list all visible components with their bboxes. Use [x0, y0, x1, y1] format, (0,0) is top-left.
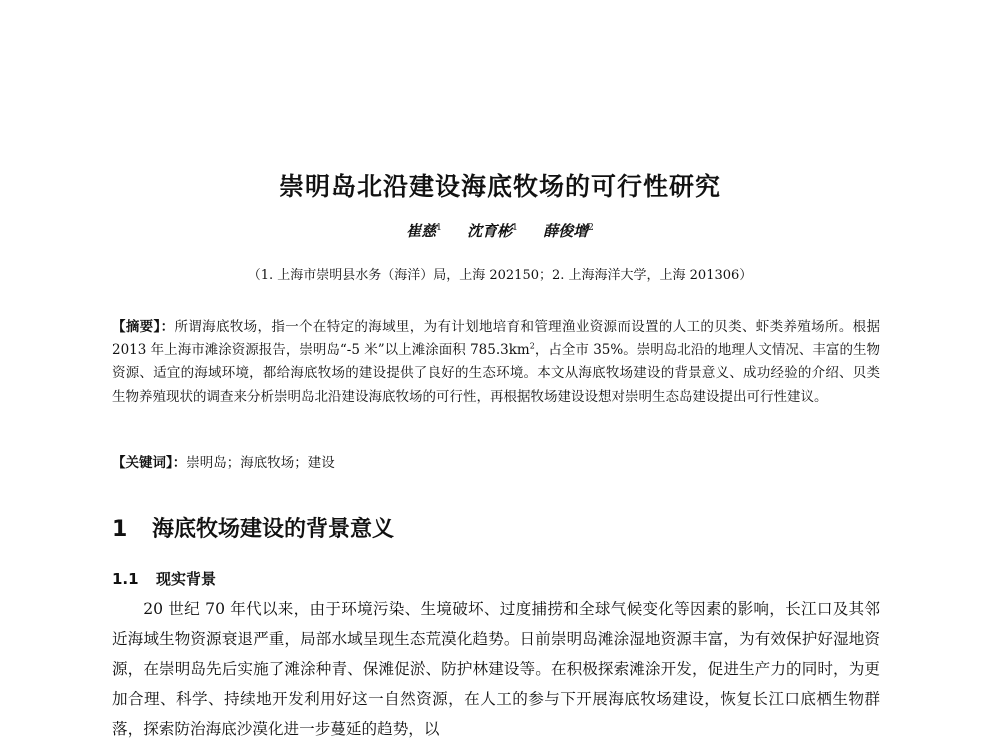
subsection-title: 现实背景	[156, 570, 217, 588]
section-heading	[112, 512, 394, 543]
keywords-label: 【关键词】：	[112, 455, 187, 471]
author-name: 薛俊增	[543, 222, 589, 240]
paper-title: 崇明岛北沿建设海底牧场的可行性研究	[278, 172, 721, 201]
author-affiliation-mark: 1	[436, 223, 442, 233]
abstract-text: 所谓海底牧场，指一个在特定的海域里，为有计划地培育和管理渔业资源而设置的人工的贝类、虾类养殖场所。根据 2013 年上海市滩涂资源报告，崇明岛“-5 米”以上滩涂面积 785.3km	[112, 319, 881, 359]
abstract-text-continued: ，占全市 35%。崇明岛北沿的地理人文情况、丰富的生物资源、适宜的海域环境，都给海底牧场的建设提供了良好的生态环境。本文从海底牧场建设的背景意义、成功经验的介绍、贝类生物养殖现状的调查来分析崇明岛北沿建设海底牧场的可行性，再根据牧场建设设想对崇明生态岛建设提出可行性建议。	[112, 342, 880, 405]
body-paragraph: 20 世纪 70 年代以来，由于环境污染、生境破坏、过度捕捞和全球气候变化等因素的影响，长江口及其邻近海域生物资源衰退严重，局部水域呈现生态荒漠化趋势。日前崇明岛滩涂湿地资源丰富，为有效保护好湿地资源，在崇明岛先后实施了滩涂种青、保滩促淤、防护林建设等。在积极探索滩涂开发，促进生产力的同时，为更加合理、科学、持续地开发利用好这一自然资源，在人工的参与下开展海底牧场建设，恢复长江口底栖生物群落，探索防治海底沙漠化进一步蔓延的趋势，以	[112, 600, 880, 738]
abstract-label: 【摘要】：	[112, 319, 175, 335]
author-affiliation-mark: 1	[512, 223, 518, 233]
author	[467, 222, 518, 240]
section-number: 1	[112, 517, 128, 542]
subsection-number: 1.1	[112, 570, 139, 588]
affiliation-line: （1. 上海市崇明县水务（海洋）局，上海 202150；2. 上海海洋大学，上海 201306）	[247, 268, 753, 283]
keywords-text: 崇明岛；海底牧场；建设	[186, 455, 335, 471]
author	[543, 222, 594, 240]
area-unit-superscript: 2	[529, 341, 535, 351]
author-affiliation-mark: 2	[588, 223, 594, 233]
abstract-block	[112, 316, 880, 409]
author	[406, 222, 442, 240]
keywords-block	[112, 451, 880, 471]
author-name: 沈育彬	[467, 222, 513, 240]
author-name: 崔慈	[406, 222, 437, 240]
section-title: 海底牧场建设的背景意义	[152, 517, 395, 542]
author-list	[0, 220, 1000, 241]
subsection-heading	[112, 568, 216, 589]
